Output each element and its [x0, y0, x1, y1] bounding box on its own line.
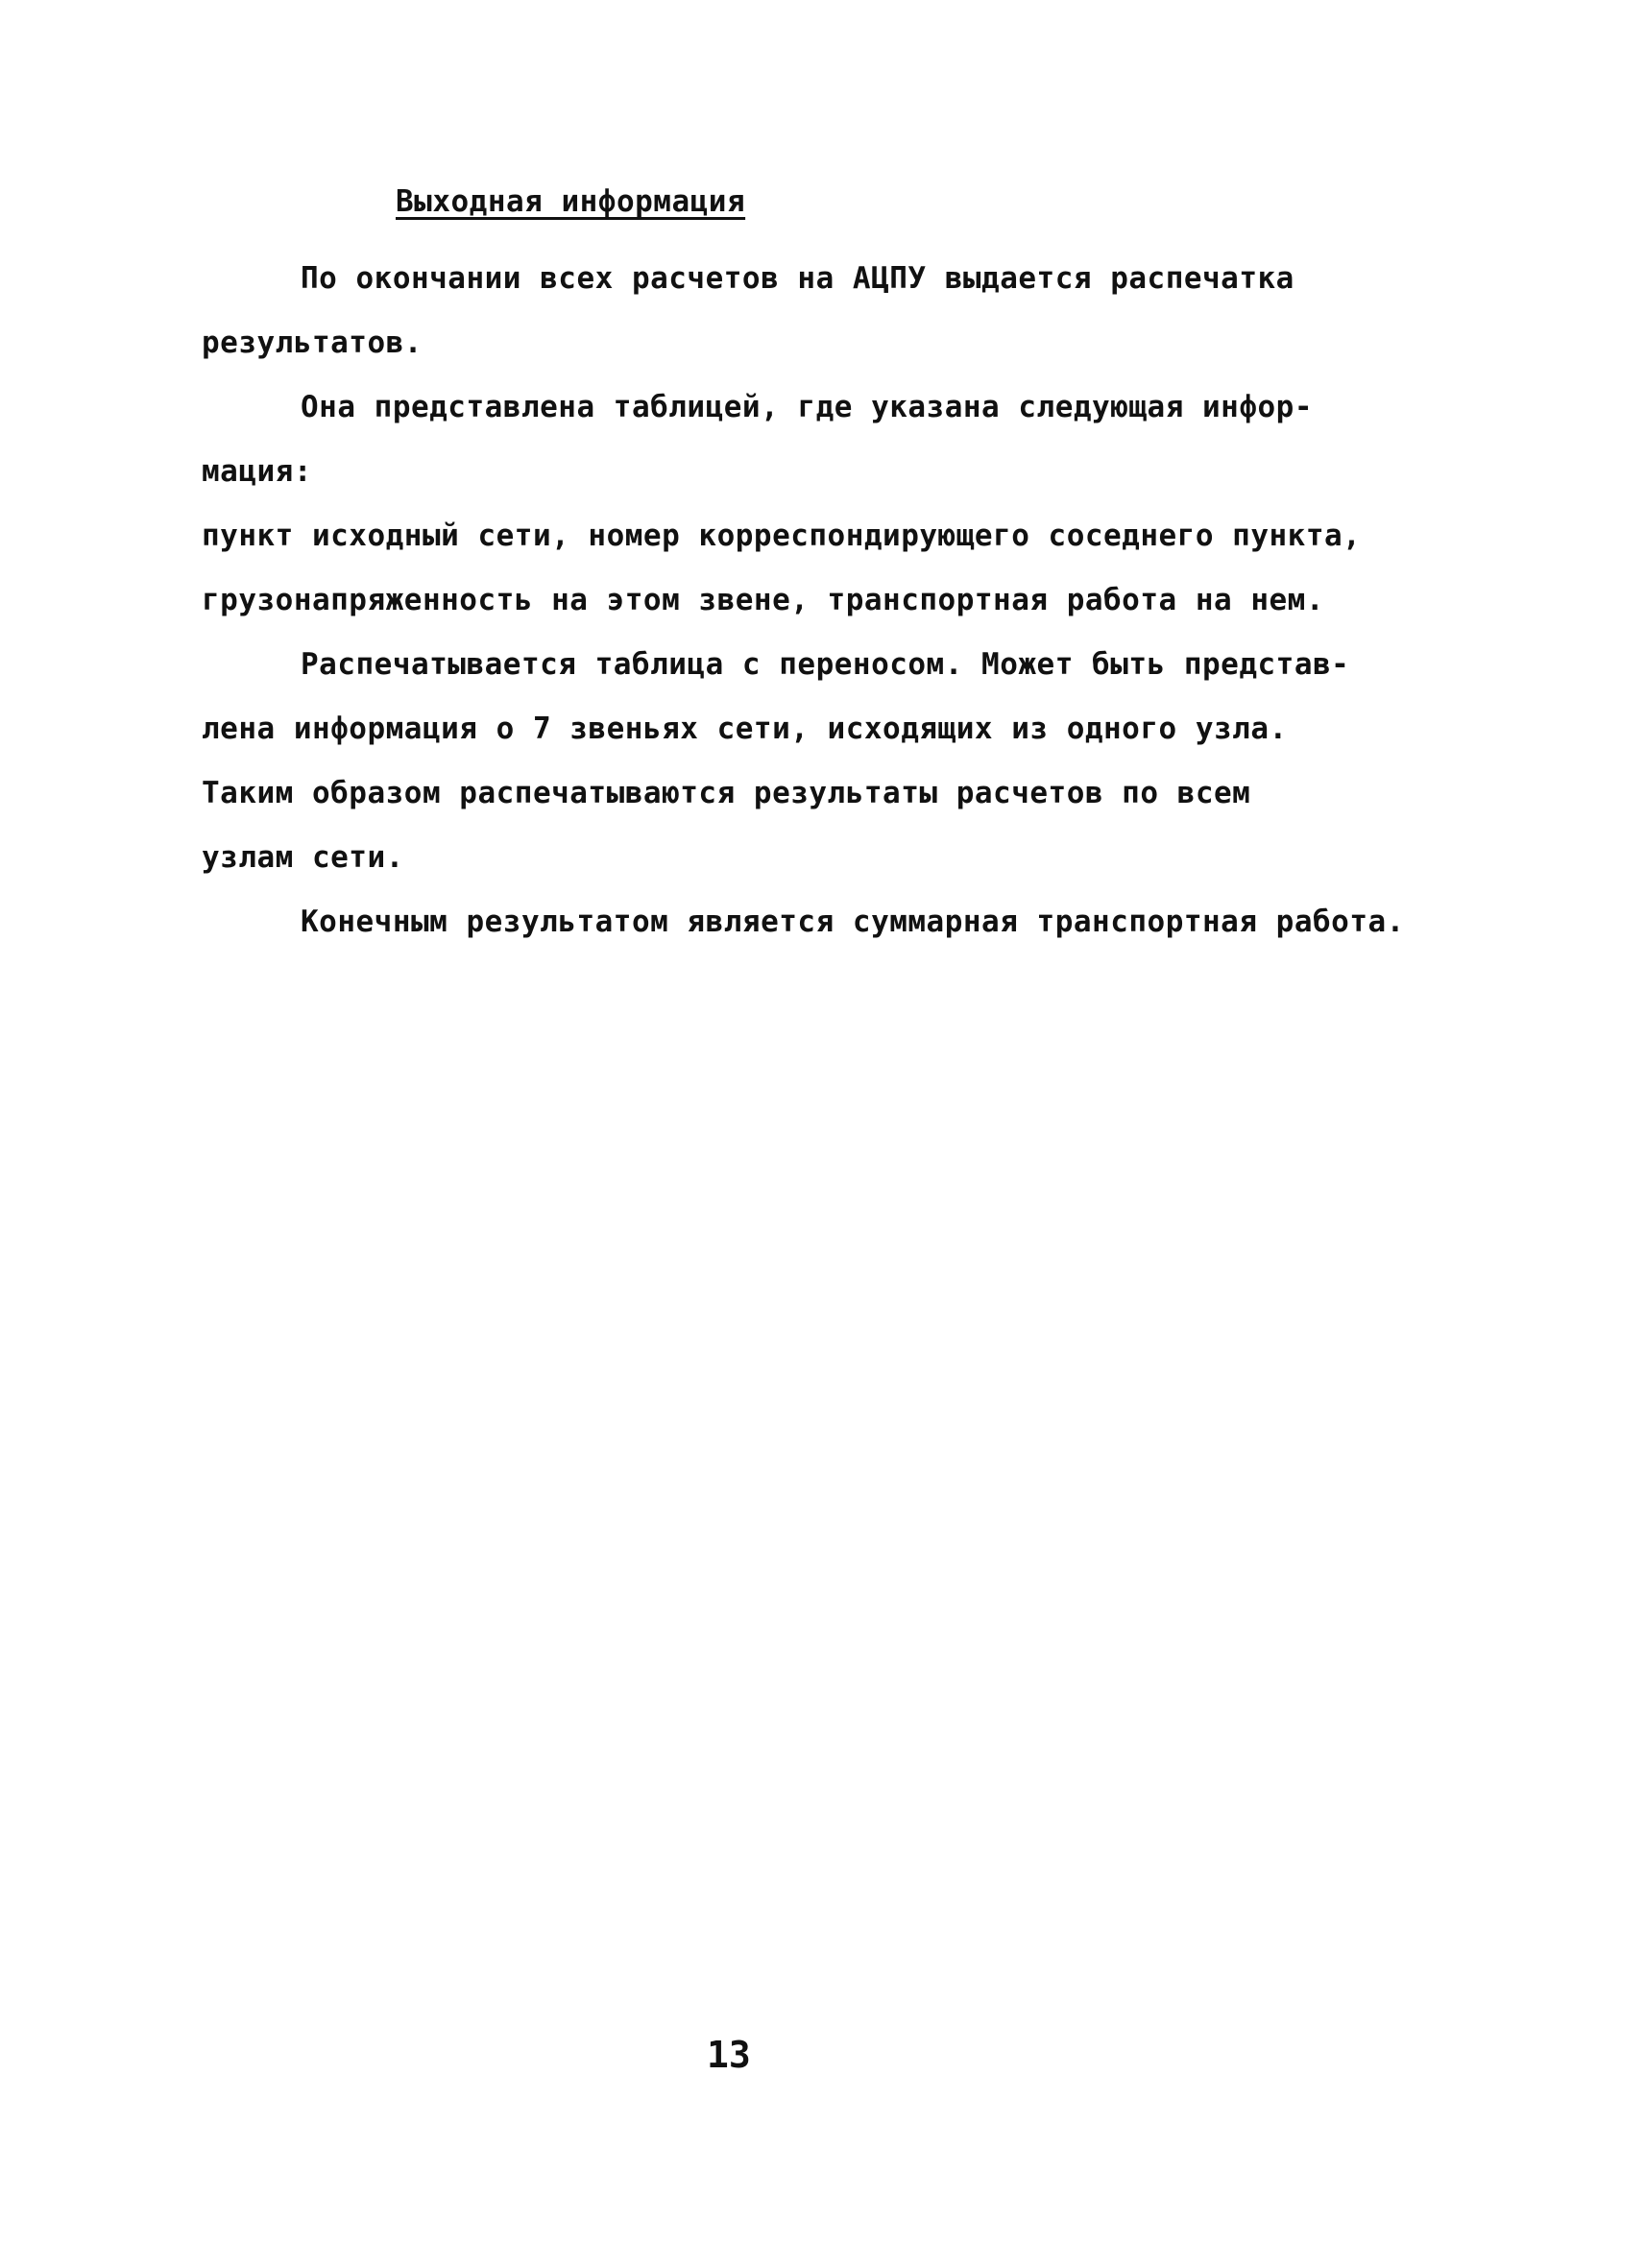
paragraph-5-line-1: Конечным результатом является суммарная транспортная работа.	[301, 905, 1405, 939]
paragraph-3-line-1: пункт исходный сети, номер корреспондирующего соседнего пункта,	[202, 519, 1362, 553]
paragraph-4-line-4: узлам сети.	[202, 840, 404, 875]
page-number: 13	[707, 2034, 751, 2076]
paragraph-2-line-1: Она представлена таблицей, где указана следующая инфор-	[301, 390, 1313, 424]
paragraph-2-line-2: мация:	[202, 454, 312, 489]
paragraph-1-line-1: По окончании всех расчетов на АЦПУ выдается распечатка	[301, 261, 1294, 296]
paragraph-3-line-2: грузонапряженность на этом звене, транспортная работа на нем.	[202, 583, 1324, 617]
paragraph-4-line-2: лена информация о 7 звеньях сети, исходящих из одного узла.	[202, 712, 1288, 746]
paragraph-4-line-1: Распечатывается таблица с переносом. Может быть представ-	[301, 647, 1350, 682]
section-heading: Выходная информация	[396, 184, 746, 219]
paragraph-4-line-3: Таким образом распечатываются результаты расчетов по всем	[202, 776, 1251, 810]
paragraph-1-line-2: результатов.	[202, 326, 423, 360]
